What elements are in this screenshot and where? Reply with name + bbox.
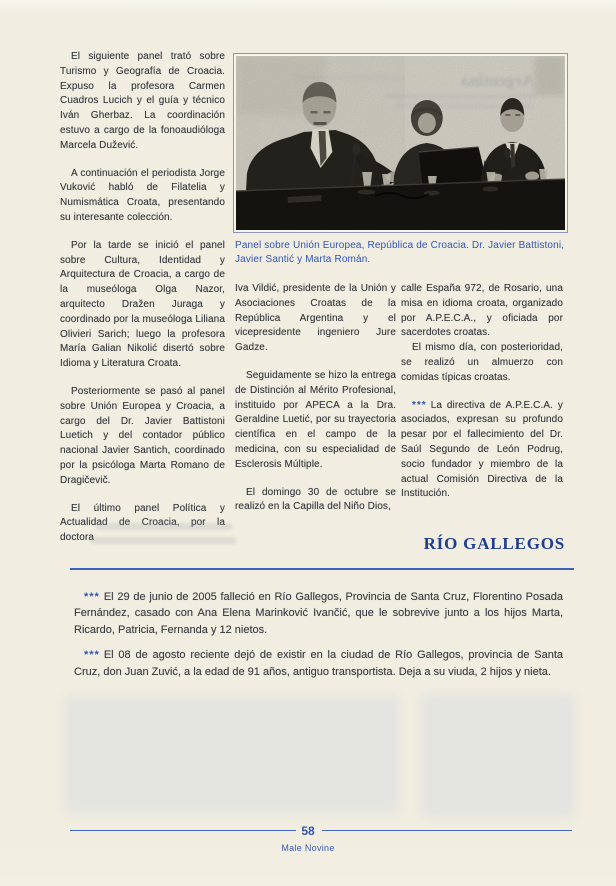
paragraph-middle-3: El domingo 30 de octubre se realizó en la Capilla del Niño Dios, bbox=[235, 486, 396, 513]
right-column bbox=[401, 282, 563, 515]
paragraph-right-3 bbox=[401, 399, 563, 503]
paragraph-left-2: A continuación el periodista Jorge Vuković habló de Filatelia y Numismática Croata, presentando su interesante colección. bbox=[60, 167, 225, 223]
scan-artifact bbox=[90, 537, 236, 544]
section-title-rio-gallegos: RÍO GALLEGOS bbox=[423, 534, 565, 553]
paragraph-right-2: El mismo día, con posterioridad, se realizó un almuerzo con comidas típicas croatas. bbox=[401, 342, 563, 383]
asterisk-marker: *** bbox=[84, 591, 100, 603]
scan-artifact bbox=[420, 694, 576, 818]
footer-divider-right bbox=[322, 830, 572, 831]
svg-text:Argentina: Argentina bbox=[461, 70, 535, 91]
paragraph-middle-2: Seguidamente se hizo la entrega de Distinción al Mérito Profesional, instituido por APECA a la Dra. Geraldine Luetić, por su trayectoria científica en el campo de la medicina, con su especialidad de Esclerosis Múltiple. bbox=[235, 369, 396, 470]
obituary-item-1 bbox=[74, 589, 563, 638]
obituary-item-1-text: El 29 de junio de 2005 falleció en Río Gallegos, Provincia de Santa Cruz, Florentino Posada Fernández, casado con Ana Elena Marinković Ivančić, que le sobrevive junto a los hijos Marta, Ricardo, Patricia, Fernanda y 12 nietos. bbox=[74, 591, 563, 636]
asterisk-marker: *** bbox=[412, 399, 427, 411]
publication-name: Male Novine bbox=[281, 843, 335, 853]
paragraph-left-1: El siguiente panel trató sobre Turismo y Geografía de Croacia. Expuso la profesora Carmen Cuadros Lucich y el guía y técnico Iván Gherbaz. La coordinación estuvo a cargo de la fonoaudióloga Marcela Dužević. bbox=[60, 51, 225, 151]
panel-photo-illustration bbox=[236, 56, 565, 230]
scan-artifact bbox=[96, 523, 232, 530]
footer-divider-left bbox=[70, 830, 296, 831]
middle-column bbox=[235, 282, 396, 528]
obituary-item-2-text: El 08 de agosto reciente dejó de existir en la ciudad de Río Gallegos, provincia de Santa Cruz, don Juan Zuvić, a la edad de 91 años, antiguo transportista. Deja a su viuda, 2 hijos y nieta. bbox=[74, 649, 563, 678]
paragraph-left-5: El último panel Política y Actualidad de Croacia, por la doctora bbox=[60, 502, 225, 544]
obituaries-section bbox=[74, 589, 563, 689]
scan-artifact bbox=[64, 696, 400, 814]
asterisk-marker: *** bbox=[84, 649, 100, 662]
paragraph-right-1: calle España 972, de Rosario, una misa en idioma croata, organizado por A.P.E.C.A., y oficiada por sacerdotes croatas. bbox=[401, 283, 563, 339]
paragraph-right-3-text: La directiva de A.P.E.C.A. y asociados, expresan su profundo pesar por el fallecimiento del Dr. Saúl Segundo de León Podrug, socio fundador y miembro de la actual Comisión Directiva de la Institución. bbox=[401, 399, 563, 500]
paragraph-left-3: Por la tarde se inició el panel sobre Cultura, Identidad y Arquitectura de Croacia, a cargo de la museóloga Olga Nazor, arquitecto Dražen Juraga y coordinado por la museóloga Liliana Olivieri Sarich; luego la profesora María Galian Nikolić disertó sobre Idioma y Literatura Croata. bbox=[60, 239, 225, 370]
obituary-item-2 bbox=[74, 647, 563, 680]
panel-photo bbox=[233, 53, 568, 233]
left-column bbox=[60, 50, 225, 559]
section-divider bbox=[70, 568, 574, 570]
paragraph-left-4: Posteriormente se pasó al panel sobre Unión Europea y Croacia, a cargo del Dr. Javier Battistoni Luetich y del contador público nacional Javier Santich, coordinado por la psicóloga Marta Romano de Dragičevič. bbox=[60, 385, 225, 486]
photo-caption: Panel sobre Unión Europea, República de Croacia. Dr. Javier Battistoni, Javier Santić y Marta Román. bbox=[235, 240, 565, 265]
paragraph-middle-1: Iva Vildić, presidente de la Unión y Asociaciones Croatas de la República Argentina y el vicepresidente ingeniero Jure Gadze. bbox=[235, 283, 396, 354]
page-number: 58 bbox=[301, 824, 315, 838]
